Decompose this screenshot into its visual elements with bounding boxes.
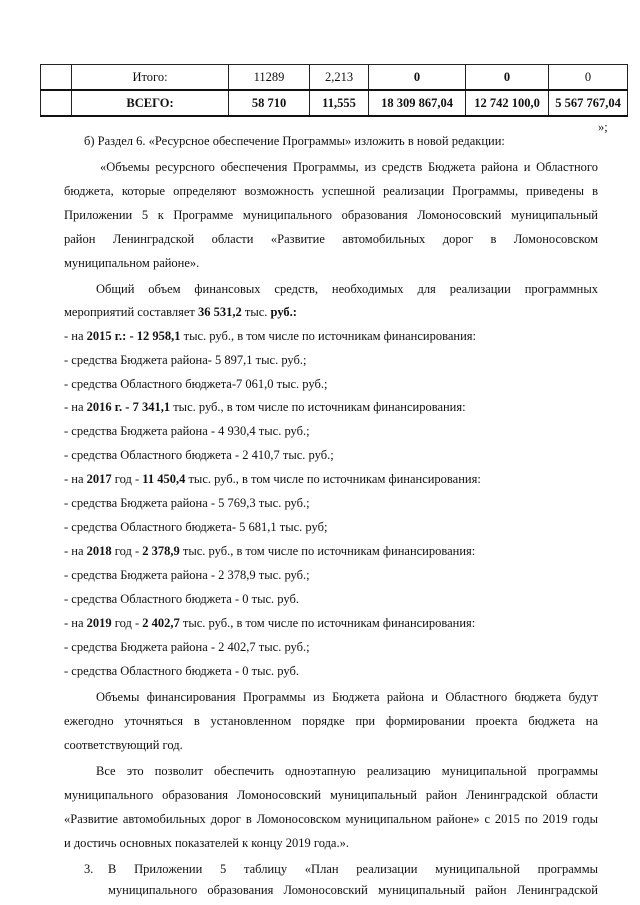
- year-amount: 2016 г. - 7 341,1: [86, 400, 171, 414]
- table-cell: 18 309 867,04: [369, 90, 466, 116]
- table-cell-label: Итого:: [72, 65, 229, 91]
- year-amount: 2015 г.: - 12 958,1: [86, 329, 181, 343]
- para4-line: муниципального образования Ломоносовский муниципальный район Ленинградской области: [64, 788, 598, 802]
- table-cell: [41, 90, 72, 116]
- item3-line: муниципального образования Ломоносовский муниципальный район Ленинградской: [108, 883, 598, 897]
- total-amount: 36 531,2: [197, 305, 242, 319]
- year-number: 2019: [86, 616, 112, 630]
- year-mid: год -: [111, 472, 143, 486]
- source-line: - средства Областного бюджета - 0 тыс. руб.: [64, 592, 299, 606]
- year-mid: год -: [111, 544, 143, 558]
- table-row-vsego: [41, 90, 628, 116]
- table-row-itogo: [41, 65, 628, 91]
- year-prefix: - на: [64, 544, 87, 558]
- year-2017-line: [64, 472, 481, 487]
- source-line: - средства Бюджета района - 2 402,7 тыс. руб.;: [64, 640, 310, 654]
- source-line: - средства Областного бюджета-7 061,0 тыс. руб.;: [64, 377, 328, 391]
- item3-number: 3.: [84, 862, 94, 876]
- item3-line: В Приложении 5 таблицу «План реализации муниципальной программы: [108, 862, 598, 876]
- year-text: тыс. руб., в том числе по источникам финансирования:: [185, 472, 481, 486]
- year-number: 2017: [86, 472, 112, 486]
- para4-line: и достичь основных показателей к концу 2019 года.».: [64, 836, 349, 850]
- total-currency: руб.:: [270, 305, 297, 319]
- table-cell: 2,213: [310, 65, 369, 91]
- para2-line: Общий объем финансовых средств, необходимых для реализации программных: [96, 282, 598, 296]
- financing-table: [40, 64, 628, 117]
- para3-line: Объемы финансирования Программы из Бюджета района и Областного бюджета будут: [96, 690, 598, 704]
- para4-line: Все это позволит обеспечить одноэтапную реализацию муниципальной программы: [96, 764, 598, 778]
- section-b-heading: б) Раздел 6. «Ресурсное обеспечение Программы» изложить в новой редакции:: [84, 134, 505, 148]
- para4-line: «Развитие автомобильных дорог в Ломоносовском муниципальном районе» с 2015 по 2019 годы: [64, 812, 598, 826]
- table-cell: 0: [549, 65, 628, 91]
- year-2015-line: [64, 329, 476, 344]
- para1-line: «Объемы ресурсного обеспечения Программы, из средств Бюджета района и Областного: [100, 160, 598, 174]
- para1-line: Приложении 5 к Программе муниципального образования Ломоносовский муниципальный: [64, 208, 598, 222]
- total-unit: тыс.: [241, 305, 271, 319]
- source-line: - средства Областного бюджета - 0 тыс. руб.: [64, 664, 299, 678]
- para3-line: ежегодно уточняться в установленном порядке при формировании проекта бюджета на: [64, 714, 598, 728]
- table-cell: 5 567 767,04: [549, 90, 628, 116]
- year-amount: 11 450,4: [142, 472, 186, 486]
- year-text: тыс. руб., в том числе по источникам финансирования:: [170, 400, 466, 414]
- para3-line: соответствующий год.: [64, 738, 183, 752]
- table-cell: 58 710: [229, 90, 310, 116]
- table-cell: 11,555: [310, 90, 369, 116]
- table-cell: 12 742 100,0: [466, 90, 549, 116]
- year-mid: год -: [111, 616, 143, 630]
- source-line: - средства Бюджета района - 4 930,4 тыс. руб.;: [64, 424, 310, 438]
- table-cell-label: ВСЕГО:: [72, 90, 229, 116]
- source-line: - средства Бюджета района- 5 897,1 тыс. руб.;: [64, 353, 307, 367]
- year-prefix: - на: [64, 472, 87, 486]
- year-2016-line: [64, 400, 466, 415]
- para1-line: муниципальном районе».: [64, 256, 200, 270]
- year-2019-line: [64, 616, 475, 631]
- table-cell: [41, 65, 72, 91]
- source-line: - средства Бюджета района - 5 769,3 тыс. руб.;: [64, 496, 310, 510]
- para2-total-line: [64, 305, 297, 320]
- year-2018-line: [64, 544, 475, 559]
- source-line: - средства Бюджета района - 2 378,9 тыс. руб.;: [64, 568, 310, 582]
- year-text: тыс. руб., в том числе по источникам финансирования:: [179, 544, 476, 558]
- year-prefix: - на: [64, 400, 87, 414]
- table-cell: 0: [466, 65, 549, 91]
- source-line: - средства Областного бюджета- 5 681,1 тыс. руб;: [64, 520, 328, 534]
- year-number: 2018: [86, 544, 112, 558]
- source-line: - средства Областного бюджета - 2 410,7 тыс. руб.;: [64, 448, 334, 462]
- total-text: мероприятий составляет: [64, 305, 198, 319]
- table-cell: 0: [369, 65, 466, 91]
- para1-line: район Ленинградской области «Развитие автомобильных дорог в Ломоносовском: [64, 232, 598, 246]
- year-amount: 2 378,9: [142, 544, 180, 558]
- year-amount: 2 402,7: [142, 616, 180, 630]
- year-prefix: - на: [64, 616, 87, 630]
- year-prefix: - на: [64, 329, 87, 343]
- year-text: тыс. руб., в том числе по источникам финансирования:: [179, 616, 476, 630]
- para1-line: бюджета, которые определяют возможность успешной реализации Программы, приведены в: [64, 184, 598, 198]
- table-cell: 11289: [229, 65, 310, 91]
- quote-end-mark: »;: [598, 120, 608, 134]
- year-text: тыс. руб., в том числе по источникам финансирования:: [180, 329, 476, 343]
